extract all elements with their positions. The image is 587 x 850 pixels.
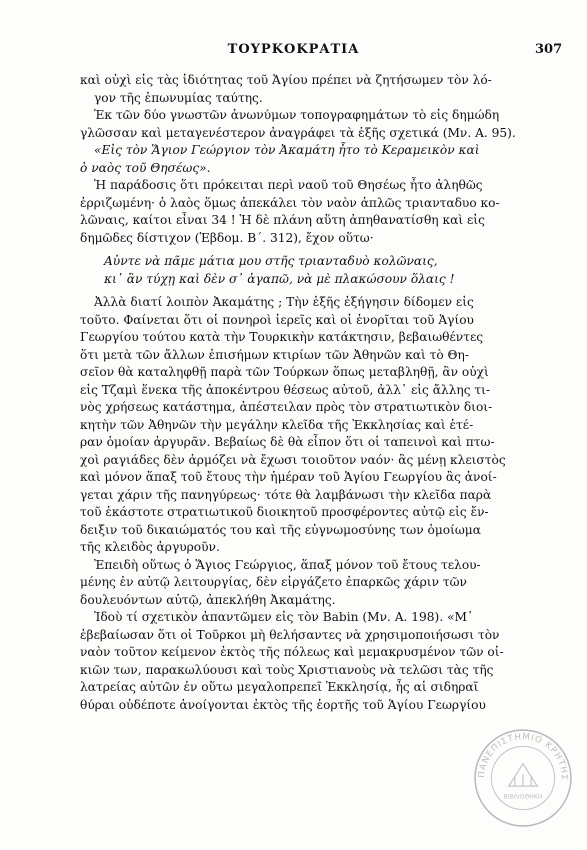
text-line: σεῖον θὰ καταληφθῇ παρὰ τῶν Τούρκων ὅπως μεταβληθῇ, ἂν οὐχὶ	[80, 365, 489, 379]
text-line: τοῦτο. Φαίνεται ὅτι οἱ πονηροὶ ἱερεῖς καὶ οἱ ἐνορῖται τοῦ Ἁγίου	[80, 312, 474, 327]
text-line: λατρείας αὐτῶν ἐν οὕτω μεγαλοπρεπεῖ Ἐκκλησίᾳ, ἧς αἱ σιδηραῖ	[80, 680, 479, 694]
text-line: Ἡ παράδοσις ὅτι πρόκειται περὶ ναοῦ τοῦ Θησέως ἦτο ἀληθῶς	[94, 178, 483, 192]
page-number: 307	[535, 42, 563, 57]
text-line: δουλευόντων αὐτῷ, ἀπεκλήθη Ἀκαμάτης.	[80, 592, 336, 607]
text-line: θύραι οὐδέποτε ἀνοίγονται ἐκτὸς τῆς ἑορτῆς τοῦ Ἁγίου Γεωργίου	[80, 697, 486, 712]
text-line: νὸς χρήσεως κατάστημα, ἀπέστειλαν πρὸς τὸν στρατιωτικὸν διοι-	[80, 400, 493, 414]
text-line: Ἐκ τῶν δύο γνωστῶν ἀνωνύμων τοπογραφημάτων τὸ εἰς δημώδη	[94, 108, 500, 122]
text-line: γεται χάριν τῆς πανηγύρεως· τότε θὰ λαμβάνωσι τὴν κλεῖδα παρὰ	[80, 487, 492, 502]
stamp-ring-text: ΠΑΝΕΠΙΣΤΗΜΙΟ ΚΡΗΤΗΣ	[477, 732, 569, 781]
quoted-text-line: ὁ ναὸς τοῦ Θησέως».	[80, 160, 211, 175]
text-line: δειξιν τοῦ δικαιώματός του καὶ τῆς εὐγνωμοσύνης των ὁμοίωμα	[80, 522, 481, 537]
text-line: χοὶ ραγιάδες δὲν ἁρμόζει νὰ ἔχωσι τοιοῦτον ναόν· ἂς μένῃ κλειστὸς	[80, 452, 506, 467]
text-line: γον τῆς ἐπωνυμίας ταύτης.	[94, 90, 263, 105]
text-line: ὅτι μετὰ τῶν ἄλλων ἐπισήμων κτιρίων τῶν Ἀθηνῶν καὶ τὸ Θη-	[80, 347, 469, 362]
text-line: καὶ μόνον ἅπαξ τοῦ ἔτους τὴν ἡμέραν τοῦ Ἁγίου Γεωργίου ἂς ἀνοί-	[80, 470, 497, 484]
text-line: Ἐπειδὴ οὕτως ὁ Ἅγιος Γεώργιος, ἅπαξ μόνον τοῦ ἔτους τελου-	[94, 557, 481, 572]
text-line: ναὸν τοῦτον κείμενον ἐκτὸς τῆς πόλεως καὶ μεμακρυσμένον τῶν οἰ-	[80, 645, 504, 659]
text-line: ραν ὁμοίαν ἀργυρᾶν. Βεβαίως δὲ θὰ εἶπον ὅτι οἱ ταπεινοὶ καὶ πτω-	[80, 435, 495, 449]
text-line: τοῦ ἑκάστοτε στρατιωτικοῦ διοικητοῦ προσφέροντες αὐτῷ εἰς ἔν-	[80, 505, 489, 519]
body-text	[80, 72, 532, 714]
text-line: ἐρριζωμένη· ὁ λαὸς ὅμως ἀπεκάλει τὸν ναὸν ἁπλῶς τριανταδυο κο-	[80, 195, 500, 210]
stamp-emblem	[509, 764, 538, 786]
verse-line: Αὐντε νὰ πᾶμε μάτια μου στῆς τριανταδυὸ κολῶναις,	[104, 254, 438, 268]
library-stamp	[472, 727, 574, 829]
text-line: καὶ οὐχὶ εἰς τὰς ἰδιότητας τοῦ Ἁγίου πρέπει νὰ ζητήσωμεν τὸν λό-	[80, 73, 492, 87]
quoted-text-line: «Εἰς τὸν Ἅγιον Γεώργιον τὸν Ἀκαμάτη ἦτο τὸ Κεραμεικὸν καὶ	[94, 143, 480, 157]
verse-line: κι᾽ ἂν τύχῃ καὶ δὲν σ᾽ ἀγαπῶ, νὰ μὲ πλακώσουν ὅλαις !	[104, 271, 455, 286]
text-line: τῆς κλειδὸς ἀργυροῦν.	[80, 540, 220, 554]
text-line: γλῶσσαν καὶ μεταγενέστερον ἀναγράφει τὰ ἑξῆς σχετικά (Μν. Α. 95).	[80, 125, 516, 140]
stamp-center-text: ΒΙΒΛΙΟΘΗΚΗ	[503, 793, 543, 801]
text-line: Γεωργίου τούτου κατὰ τὴν Τουρκικὴν κατάκτησιν, βεβαιωθέντες	[80, 330, 484, 344]
text-line: Ἀλλὰ διατί λοιπὸν Ἀκαμάτης ; Τὴν ἑξῆς ἐξήγησιν δίδομεν εἰς	[94, 295, 474, 309]
text-line: Ἰδοὺ τί σχετικὸν ἀπαντῶμεν εἰς τὸν Babin (Μν. Α. 198). «Μ᾽	[94, 610, 474, 624]
text-line: εἰς Τζαμὶ ἕνεκα τῆς ἀποκέντρου θέσεως αὐτοῦ, ἀλλ᾽ εἰς ἄλλης τι-	[80, 382, 491, 397]
text-line: δημῶδες δίστιχον (Ἑβδομ. Β΄. 312), ἔχον οὕτω·	[80, 230, 374, 245]
text-line: λῶναις, καίτοι εἶναι 34 ! Ἡ δὲ πλάνη αὕτη ἀπηθανατίσθη καὶ εἰς	[80, 213, 485, 227]
text-line: μένης ἐν αὐτῷ λειτουργίας, δὲν εἰργάζετο ἐπαρκῶς χάριν τῶν	[80, 575, 467, 589]
running-header-title: ΤΟΥΡΚΟΚΡΑΤΙΑ	[227, 42, 360, 57]
svg-text:ΠΑΝΕΠΙΣΤΗΜΙΟ ΚΡΗΤΗΣ	[477, 732, 569, 781]
text-line: κητὴν τῶν Ἀθηνῶν τὴν μεγάλην κλεῖδα τῆς Ἐκκλησίας καὶ ἑτέ-	[80, 417, 474, 432]
text-line: ἐβεβαίωσαν ὅτι οἱ Τοῦρκοι μὴ θελήσαντες νὰ χρησιμοποιήσωσι τὸν	[80, 627, 500, 642]
text-line: κιῶν των, παρακωλύουσι καὶ τοὺς Χριστιανοὺς νὰ τελῶσι τὰς τῆς	[80, 662, 494, 677]
